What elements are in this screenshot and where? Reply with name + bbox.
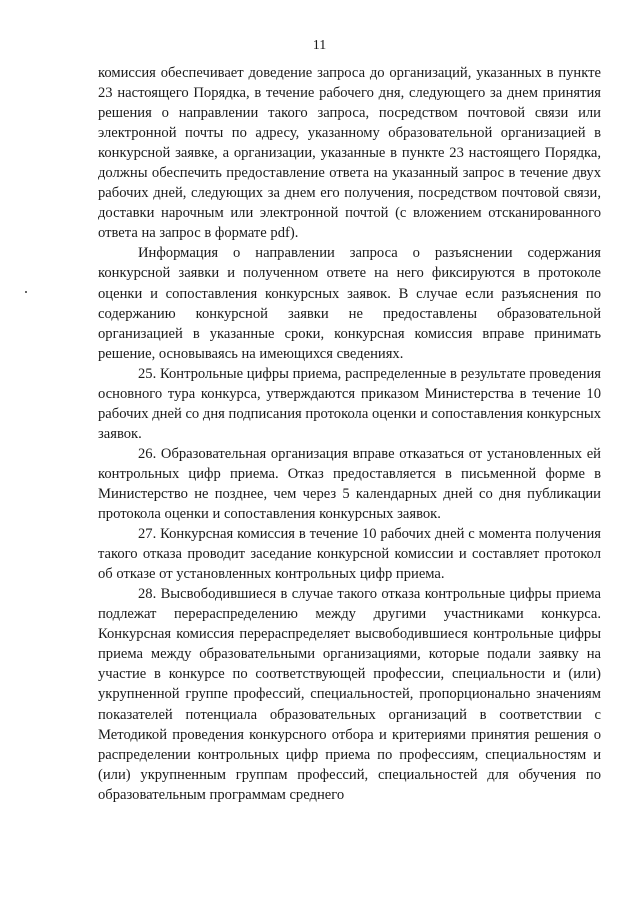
document-body [98,63,601,805]
margin-dot [25,291,27,293]
paragraph-clause-25: 25. Контрольные цифры приема, распределенные в результате проведения основного тура конкурса, утверждаются приказом Министерства в течение 10 рабочих дней со дня подписания протокола оценки и сопоставления конкурсных заявок. [98,365,601,442]
paragraph-clause-28: 28. Высвободившиеся в случае такого отказа контрольные цифры приема подлежат перераспределению между другими участниками конкурса. Конкурсная комиссия перераспределяет высвободившиеся контрольные цифры приема между образовательными организациями, которые подали заявку на участие в конкурсе по соответствующей профессии, специальности и (или) укрупненной группе профессий, специальностей, пропорционально значениям показателей потенциала образовательных организаций в соответствии с Методикой проведения конкурсного отбора и критериями принятия решения о распределении контрольных цифр приема по профессиям, специальностям и (или) укрупненным группам профессий, специальностей для обучения по образовательным программам среднего [98,586,601,803]
paragraph-clause-27: 27. Конкурсная комиссия в течение 10 рабочих дней с момента получения такого отказа проводит заседание конкурсной комиссии и составляет протокол об отказе от установленных контрольных цифр приема. [98,526,601,583]
paragraph-clarification-info: Информация о направлении запроса о разъяснении содержания конкурсной заявки и полученном ответе на него фиксируются в протоколе оценки и сопоставления конкурсных заявок. В случае если разъяснения по содержанию конкурсной заявки не предоставлены образовательной организацией в указанные сроки, конкурсная комиссия вправе принимать решение, основываясь на имеющихся сведениях. [98,245,601,362]
paragraph-clause-26: 26. Образовательная организация вправе отказаться от установленных ей контрольных цифр приема. Отказ предоставляется в письменной форме в Министерство не позднее, чем через 5 календарных дней со дня публикации протокола оценки и сопоставления конкурсных заявок. [98,445,601,523]
paragraph-continuation: комиссия обеспечивает доведение запроса до организаций, указанных в пункте 23 настоящего Порядка, в течение рабочего дня, следующего за днем принятия решения о направлении такого запроса, посредством почтовой связи или электронной почты по адресу, указанному образовательной организацией в конкурсной заявке, а организации, указанные в пункте 23 настоящего Порядка, должны обеспечить предоставление ответа на указанный запрос в течение двух рабочих дней, следующих за днем его получения, посредством почтовой связи, доставки нарочным или электронной почтой (с вложением отсканированного ответа на запрос в формате pdf). [98,65,601,242]
page-number: 11 [312,38,327,53]
